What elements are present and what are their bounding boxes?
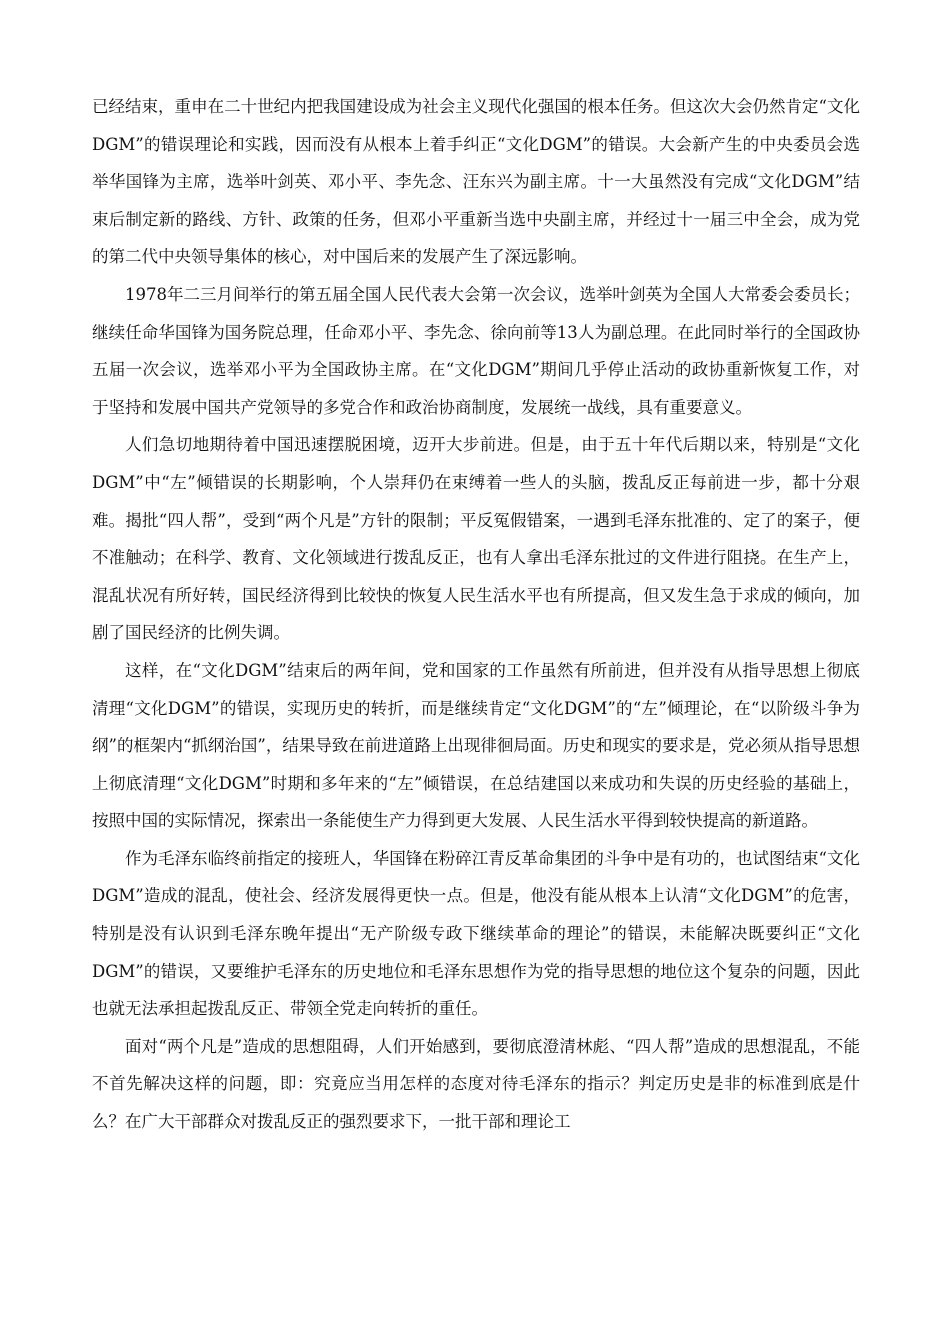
paragraph: 作为毛泽东临终前指定的接班人，华国锋在粉碎江青反革命集团的斗争中是有功的，也试图结束“文化DGM”造成的混乱，使社会、经济发展得更快一点。但是，他没有能从根本上认清“文化DGM”的危害，特别是没有认识到毛泽东晚年提出“无产阶级专政下继续革命的理论”的错误，未能解决既要纠正“文化DGM”的错误，又要维护毛泽东的历史地位和毛泽东思想作为党的指导思想的地位这个复杂的问题，因此也就无法承担起拨乱反正、带领全党走向转折的重任。 xyxy=(92,848,860,1019)
paragraph: 1978年二三月间举行的第五届全国人民代表大会第一次会议，选举叶剑英为全国人大常委会委员长；继续任命华国锋为国务院总理，任命邓小平、李先念、徐向前等13人为副总理。在此同时举行的全国政协五届一次会议，选举邓小平为全国政协主席。在“文化DGM”期间几乎停止活动的政协重新恢复工作，对于坚持和发展中国共产党领导的多党合作和政治协商制度，发展统一战线，具有重要意义。 xyxy=(92,284,860,417)
paragraph: 这样，在“文化DGM”结束后的两年间，党和国家的工作虽然有所前进，但并没有从指导思想上彻底清理“文化DGM”的错误，实现历史的转折，而是继续肯定“文化DGM”的“左”倾理论，在“以阶级斗争为纲”的框架内“抓纲治国”，结果导致在前进道路上出现徘徊局面。历史和现实的要求是，党必须从指导思想上彻底清理“文化DGM”时期和多年来的“左”倾错误，在总结建国以来成功和失误的历史经验的基础上，按照中国的实际情况，探索出一条能使生产力得到更大发展、人民生活水平得到较快提高的新道路。 xyxy=(92,660,860,831)
document-page xyxy=(92,88,860,1141)
paragraph: 面对“两个凡是”造成的思想阻碍，人们开始感到，要彻底澄清林彪、“四人帮”造成的思想混乱，不能不首先解决这样的问题，即：究竟应当用怎样的态度对待毛泽东的指示？判定历史是非的标准到底是什么？在广大干部群众对拨乱反正的强烈要求下，一批干部和理论工 xyxy=(92,1036,860,1132)
paragraph: 人们急切地期待着中国迅速摆脱困境，迈开大步前进。但是，由于五十年代后期以来，特别是“文化DGM”中“左”倾错误的长期影响，个人崇拜仍在束缚着一些人的头脑，拨乱反正每前进一步，都十分艰难。揭批“四人帮”，受到“两个凡是”方针的限制；平反冤假错案，一遇到毛泽东批准的、定了的案子，便不准触动；在科学、教育、文化领域进行拨乱反正，也有人拿出毛泽东批过的文件进行阻挠。在生产上，混乱状况有所好转，国民经济得到比较快的恢复人民生活水平也有所提高，但又发生急于求成的倾向，加剧了国民经济的比例失调。 xyxy=(92,435,860,643)
paragraph: 已经结束，重申在二十世纪内把我国建设成为社会主义现代化强国的根本任务。但这次大会仍然肯定“文化DGM”的错误理论和实践，因而没有从根本上着手纠正“文化DGM”的错误。大会新产生的中央委员会选举华国锋为主席，选举叶剑英、邓小平、李先念、汪东兴为副主席。十一大虽然没有完成“文化DGM”结束后制定新的路线、方针、政策的任务，但邓小平重新当选中央副主席，并经过十一届三中全会，成为党的第二代中央领导集体的核心，对中国后来的发展产生了深远影响。 xyxy=(92,97,860,267)
